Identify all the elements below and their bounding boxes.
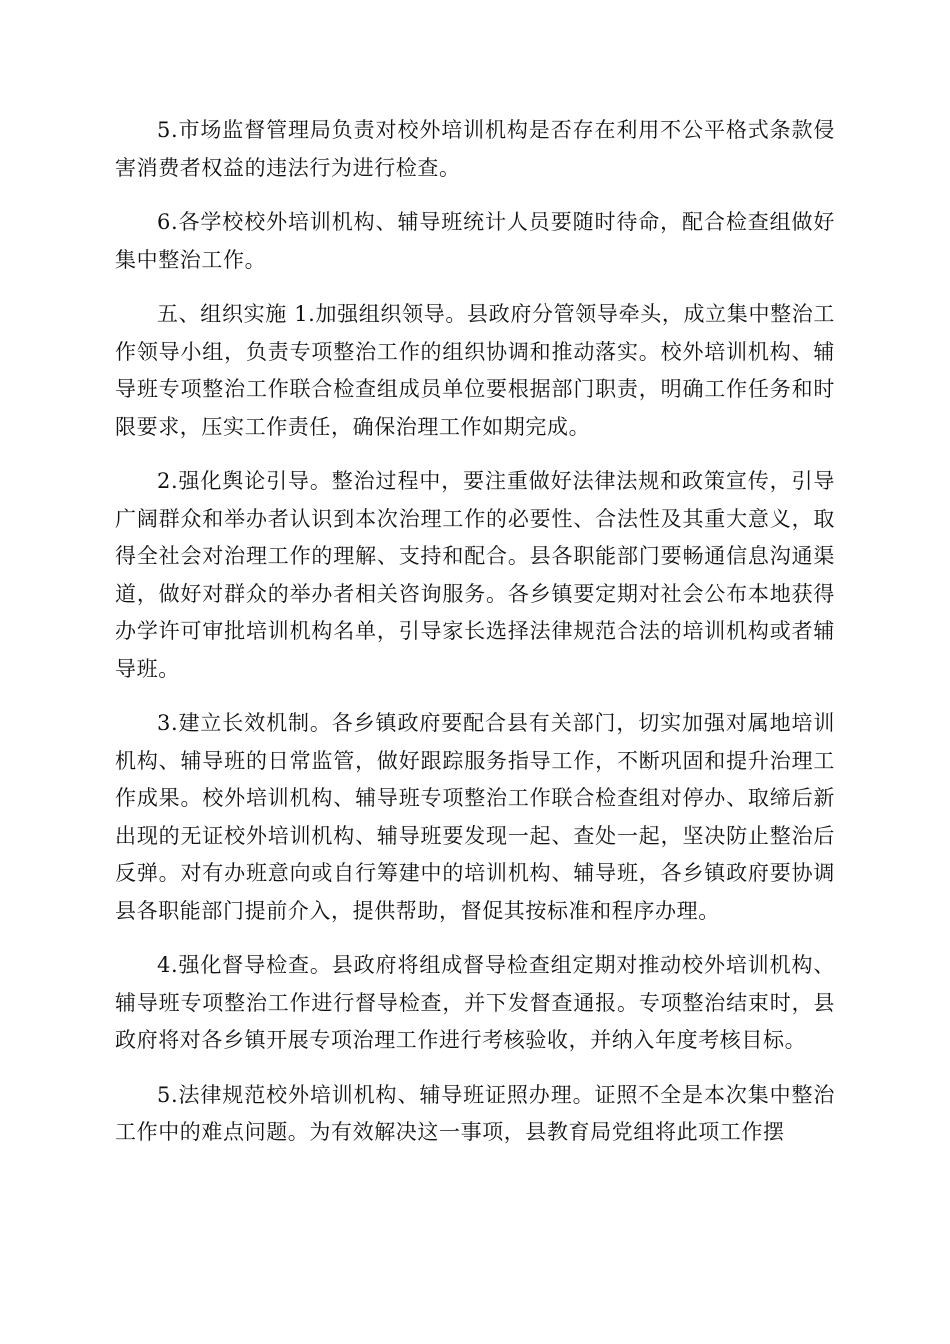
paragraph-section-5-organization: 五、组织实施 1.加强组织领导。县政府分管领导牵头，成立集中整治工作领导小组，负责专项整治工作的组织协调和推动落实。校外培训机构、辅导班专项整治工作联合检查组成员单位要根据部门职责，明确工作任务和时限要求，压实工作责任，确保治理工作如期完成。 <box>115 302 835 439</box>
paragraph-supervision-inspection: 4.强化督导检查。县政府将组成督导检查组定期对推动校外培训机构、辅导班专项整治工作进行督导检查，并下发督查通报。专项整治结束时，县政府将对各乡镇开展专项治理工作进行考核验收，并纳入年度考核目标。 <box>115 953 835 1052</box>
paragraph-public-opinion: 2.强化舆论引导。整治过程中，要注重做好法律法规和政策宣传，引导广阔群众和举办者认识到本次治理工作的必要性、合法性及其重大意义，取得全社会对治理工作的理解、支持和配合。县各职能部门要畅通信息沟通渠道，做好对群众的举办者相关咨询服务。各乡镇要定期对社会公布本地获得办学许可审批培训机构名单，引导家长选择法律规范合法的培训机构或者辅导班。 <box>115 469 835 681</box>
paragraph-license-processing: 5.法律规范校外培训机构、辅导班证照办理。证照不全是本次集中整治工作中的难点问题。为有效解决这一事项，县教育局党组将此项工作摆 <box>115 1082 835 1144</box>
document-page <box>115 112 835 1169</box>
paragraph-long-term-mechanism: 3.建立长效机制。各乡镇政府要配合县有关部门，切实加强对属地培训机构、辅导班的日常监管，做好跟踪服务指导工作，不断巩固和提升治理工作成果。校外培训机构、辅导班专项整治工作联合检查组对停办、取缔后新出现的无证校外培训机构、辅导班要发现一起、查处一起，坚决防止整治后反弹。对有办班意向或自行筹建中的培训机构、辅导班，各乡镇政府要协调县各职能部门提前介入，提供帮助，督促其按标准和程序办理。 <box>115 711 835 923</box>
paragraph-item-5-market-supervision: 5.市场监督管理局负责对校外培训机构是否存在利用不公平格式条款侵害消费者权益的违法行为进行检查。 <box>115 118 835 180</box>
paragraph-item-6-school-statisticians: 6.各学校校外培训机构、辅导班统计人员要随时待命，配合检查组做好集中整治工作。 <box>115 210 835 272</box>
